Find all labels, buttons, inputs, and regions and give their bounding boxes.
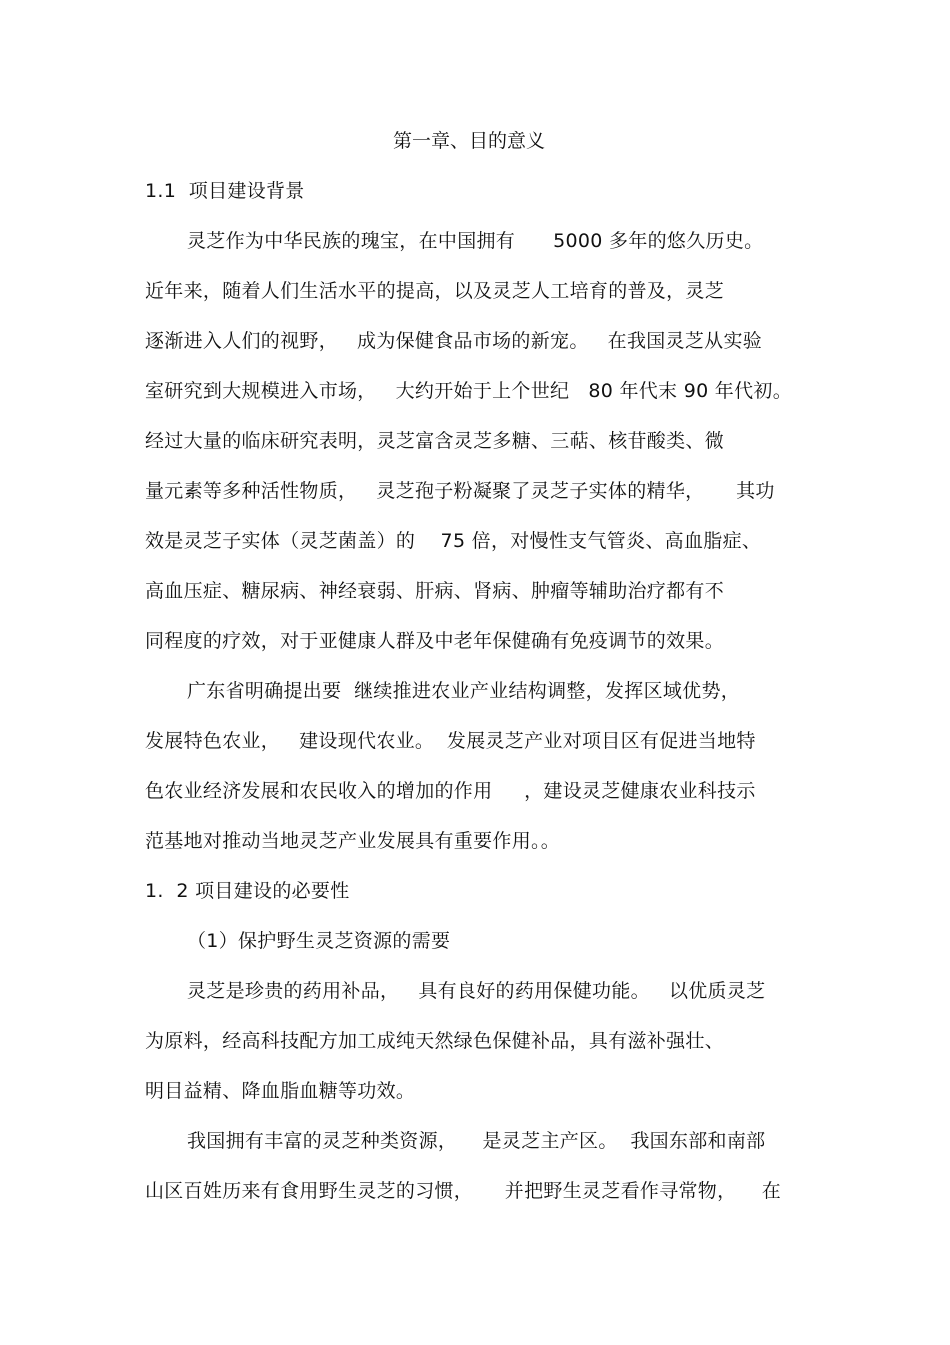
paragraph-line: 高血压症、糖尿病、神经衰弱、肝病、肾病、肿瘤等辅助治疗都有不 [145, 580, 725, 602]
paragraph-line: 同程度的疗效，对于亚健康人群及中老年保健确有免疫调节的效果。 [145, 630, 725, 652]
paragraph-line: 室研究到大规模进入市场， 大约开始于上个世纪 80 年代末 90 年代初。 [145, 380, 793, 402]
paragraph-line: 广东省明确提出要 继续推进农业产业结构调整，发挥区域优势， [187, 680, 741, 702]
paragraph-line: 量元素等多种活性物质， 灵芝孢子粉凝聚了灵芝子实体的精华， 其功 [145, 480, 775, 502]
paragraph-line: 经过大量的临床研究表明，灵芝富含灵芝多糖、三萜、核苷酸类、微 [145, 430, 725, 452]
section-heading-1-1: 1.1 项目建设背景 [145, 180, 305, 202]
paragraph-line: 近年来，随着人们生活水平的提高，以及灵芝人工培育的普及，灵芝 [145, 280, 725, 302]
paragraph-line: 效是灵芝子实体（灵芝菌盖）的 75 倍，对慢性支气管炎、高血脂症、 [145, 530, 762, 552]
paragraph-line: 山区百姓历来有食用野生灵芝的习惯， 并把野生灵芝看作寻常物， 在 [145, 1180, 782, 1202]
paragraph-line: 灵芝作为中华民族的瑰宝，在中国拥有 5000 多年的悠久历史。 [187, 230, 764, 252]
paragraph-line: 我国拥有丰富的灵芝种类资源， 是灵芝主产区。 我国东部和南部 [187, 1130, 766, 1152]
paragraph-line: 为原料，经高科技配方加工成纯天然绿色保健补品，具有滋补强壮、 [145, 1030, 725, 1052]
section-heading-1-2: 1. 2 项目建设的必要性 [145, 880, 350, 902]
paragraph-line: 范基地对推动当地灵芝产业发展具有重要作用。。 [145, 830, 561, 852]
paragraph-line: 灵芝是珍贵的药用补品， 具有良好的药用保健功能。 以优质灵芝 [187, 980, 766, 1002]
chapter-title: 第一章、目的意义 [392, 130, 545, 152]
paragraph-line: 色农业经济发展和农民收入的增加的作用 ，建设灵芝健康农业科技示 [145, 780, 756, 802]
paragraph-line: 明目益精、降血脂血糖等功效。 [145, 1080, 416, 1102]
paragraph-line: 逐渐进入人们的视野， 成为保健食品市场的新宠。 在我国灵芝从实验 [145, 330, 763, 352]
paragraph-line: 发展特色农业， 建设现代农业。 发展灵芝产业对项目区有促进当地特 [145, 730, 756, 752]
subsection-heading: （1）保护野生灵芝资源的需要 [187, 930, 451, 952]
